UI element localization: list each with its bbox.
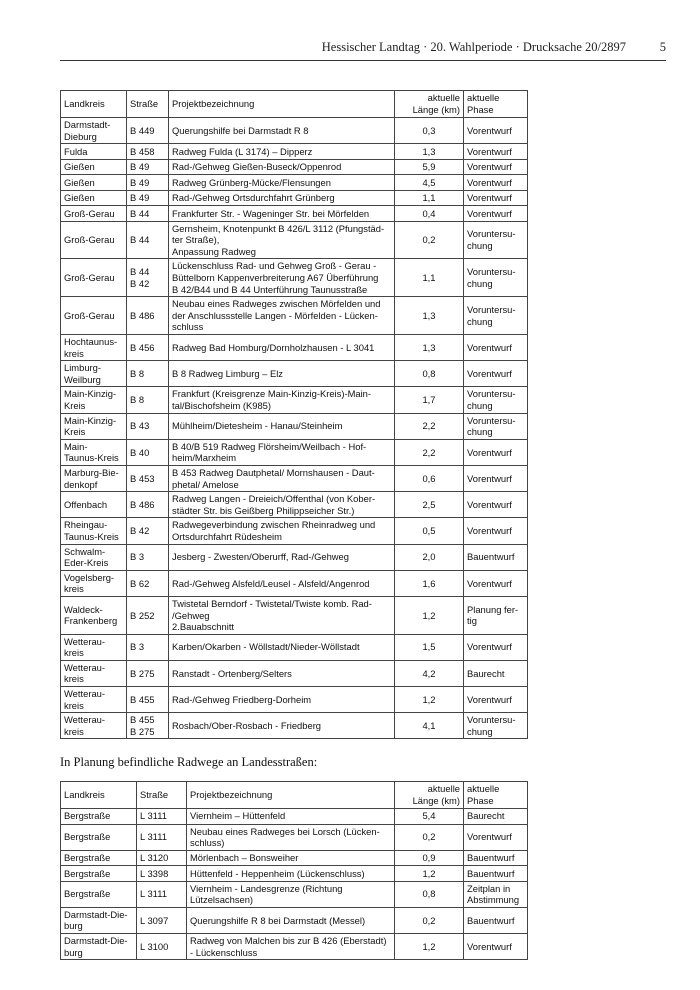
page-number: 5 bbox=[659, 40, 666, 54]
table-row bbox=[61, 596, 528, 634]
state-roads-cycleways-table bbox=[60, 781, 528, 960]
cell-phase: Bauentwurf bbox=[464, 544, 528, 570]
cell-landkreis: Main-Kinzig- Kreis bbox=[61, 413, 127, 439]
document-reference: Hessischer Landtag · 20. Wahlperiode · Drucksache 20/2897 bbox=[321, 40, 626, 54]
cell-landkreis: Bergstraße bbox=[61, 881, 137, 907]
cell-phase: Baurecht bbox=[464, 809, 528, 825]
table-row bbox=[61, 206, 528, 222]
table-row bbox=[61, 907, 528, 933]
cell-landkreis: Schwalm- Eder-Kreis bbox=[61, 544, 127, 570]
cell-landkreis: Marburg-Bie- denkopf bbox=[61, 465, 127, 491]
column-header-laenge: aktuelle Länge (km) bbox=[395, 91, 464, 118]
column-header-strasse: Straße bbox=[137, 782, 187, 809]
cell-strasse: B 486 bbox=[127, 297, 169, 335]
cell-landkreis: Bergstraße bbox=[61, 809, 137, 825]
cell-laenge: 0,5 bbox=[395, 518, 464, 544]
cell-landkreis: Darmstadt- Dieburg bbox=[61, 118, 127, 144]
cell-phase: Voruntersu- chung bbox=[464, 713, 528, 739]
table-row bbox=[61, 634, 528, 660]
cell-phase: Vorentwurf bbox=[464, 687, 528, 713]
table-row bbox=[61, 144, 528, 160]
cell-landkreis: Bergstraße bbox=[61, 824, 137, 850]
table-row bbox=[61, 175, 528, 191]
cell-landkreis: Rheingau- Taunus-Kreis bbox=[61, 518, 127, 544]
cell-landkreis: Gießen bbox=[61, 190, 127, 206]
cell-projektbezeichnung: B 8 Radweg Limburg – Elz bbox=[169, 361, 395, 387]
cell-laenge: 0,9 bbox=[395, 850, 464, 866]
cell-phase: Vorentwurf bbox=[464, 634, 528, 660]
header-rule bbox=[60, 60, 666, 61]
cell-phase: Zeitplan in Abstimmung bbox=[464, 881, 528, 907]
cell-projektbezeichnung: Lückenschluss Rad- und Gehweg Groß - Gerau - Büttelborn Kappenverbreiterung A67 Überführung B 42/B44 und B 44 Unterführung Taunusstraße bbox=[169, 259, 395, 297]
table-header-row bbox=[61, 91, 528, 118]
cell-strasse: L 3100 bbox=[137, 934, 187, 960]
cell-projektbezeichnung: Jesberg - Zwesten/Oberurff, Rad-/Gehweg bbox=[169, 544, 395, 570]
cell-phase: Bauentwurf bbox=[464, 850, 528, 866]
cell-projektbezeichnung: Radweg von Malchen bis zur B 426 (Eberstadt) - Lückenschluss bbox=[187, 934, 395, 960]
table-row bbox=[61, 465, 528, 491]
cell-strasse: B 44 bbox=[127, 221, 169, 259]
cell-landkreis: Gießen bbox=[61, 159, 127, 175]
cell-projektbezeichnung: Hüttenfeld - Heppenheim (Lückenschluss) bbox=[187, 866, 395, 882]
cell-laenge: 1,7 bbox=[395, 387, 464, 413]
cell-projektbezeichnung: Frankfurter Str. - Wageninger Str. bei Mörfelden bbox=[169, 206, 395, 222]
cell-projektbezeichnung: Twistetal Berndorf - Twistetal/Twiste komb. Rad- /Gehweg 2.Bauabschnitt bbox=[169, 596, 395, 634]
cell-strasse: L 3111 bbox=[137, 809, 187, 825]
cell-phase: Vorentwurf bbox=[464, 934, 528, 960]
cell-laenge: 1,2 bbox=[395, 934, 464, 960]
cell-phase: Vorentwurf bbox=[464, 175, 528, 191]
cell-projektbezeichnung: Rad-/Gehweg Friedberg-Dorheim bbox=[169, 687, 395, 713]
cell-projektbezeichnung: Mühlheim/Dietesheim - Hanau/Steinheim bbox=[169, 413, 395, 439]
cell-phase: Vorentwurf bbox=[464, 144, 528, 160]
cell-strasse: B 453 bbox=[127, 465, 169, 491]
cell-landkreis: Darmstadt-Die- burg bbox=[61, 934, 137, 960]
cell-laenge: 4,1 bbox=[395, 713, 464, 739]
cell-phase: Vorentwurf bbox=[464, 361, 528, 387]
cell-strasse: B 42 bbox=[127, 518, 169, 544]
cell-phase: Vorentwurf bbox=[464, 335, 528, 361]
cell-phase: Vorentwurf bbox=[464, 439, 528, 465]
column-header-phase: aktuelle Phase bbox=[464, 91, 528, 118]
cell-laenge: 2,5 bbox=[395, 492, 464, 518]
cell-landkreis: Groß-Gerau bbox=[61, 206, 127, 222]
cell-strasse: L 3398 bbox=[137, 866, 187, 882]
table-row bbox=[61, 660, 528, 686]
cell-projektbezeichnung: Radweg Grünberg-Mücke/Flensungen bbox=[169, 175, 395, 191]
cell-projektbezeichnung: Querungshilfe bei Darmstadt R 8 bbox=[169, 118, 395, 144]
cell-landkreis: Main- Taunus-Kreis bbox=[61, 439, 127, 465]
cell-landkreis: Wetterau- kreis bbox=[61, 634, 127, 660]
cell-projektbezeichnung: Karben/Okarben - Wöllstadt/Nieder-Wöllstadt bbox=[169, 634, 395, 660]
cell-landkreis: Hochtaunus- kreis bbox=[61, 335, 127, 361]
cell-laenge: 1,2 bbox=[395, 866, 464, 882]
cell-laenge: 2,0 bbox=[395, 544, 464, 570]
table-row bbox=[61, 387, 528, 413]
column-header-projektbezeichnung: Projektbezeichnung bbox=[187, 782, 395, 809]
cell-phase: Voruntersu- chung bbox=[464, 387, 528, 413]
cell-phase: Voruntersu- chung bbox=[464, 413, 528, 439]
cell-landkreis: Bergstraße bbox=[61, 850, 137, 866]
table-row bbox=[61, 824, 528, 850]
cell-strasse: B 62 bbox=[127, 570, 169, 596]
table-row bbox=[61, 492, 528, 518]
cell-strasse: L 3120 bbox=[137, 850, 187, 866]
table-row bbox=[61, 544, 528, 570]
cell-strasse: B 49 bbox=[127, 190, 169, 206]
cell-strasse: L 3111 bbox=[137, 824, 187, 850]
cell-laenge: 1,1 bbox=[395, 190, 464, 206]
cell-projektbezeichnung: B 40/B 519 Radweg Flörsheim/Weilbach - Hof- heim/Marxheim bbox=[169, 439, 395, 465]
cell-strasse: B 8 bbox=[127, 387, 169, 413]
cell-laenge: 0,8 bbox=[395, 881, 464, 907]
cell-laenge: 2,2 bbox=[395, 439, 464, 465]
column-header-phase: aktuelle Phase bbox=[464, 782, 528, 809]
cell-laenge: 0,2 bbox=[395, 907, 464, 933]
table-row bbox=[61, 934, 528, 960]
table-row bbox=[61, 687, 528, 713]
cell-phase: Voruntersu- chung bbox=[464, 259, 528, 297]
cell-laenge: 4,5 bbox=[395, 175, 464, 191]
cell-laenge: 2,2 bbox=[395, 413, 464, 439]
cell-projektbezeichnung: Radweg Fulda (L 3174) – Dipperz bbox=[169, 144, 395, 160]
cell-strasse: B 3 bbox=[127, 634, 169, 660]
cell-phase: Vorentwurf bbox=[464, 206, 528, 222]
cell-projektbezeichnung: Viernheim - Landesgrenze (Richtung Lützelsachsen) bbox=[187, 881, 395, 907]
cell-strasse: B 252 bbox=[127, 596, 169, 634]
table-row bbox=[61, 881, 528, 907]
cell-laenge: 5,4 bbox=[395, 809, 464, 825]
cell-landkreis: Wetterau- kreis bbox=[61, 713, 127, 739]
column-header-landkreis: Landkreis bbox=[61, 91, 127, 118]
cell-laenge: 1,3 bbox=[395, 335, 464, 361]
cell-projektbezeichnung: Radwegeverbindung zwischen Rheinradweg und Ortsdurchfahrt Rüdesheim bbox=[169, 518, 395, 544]
section-heading: In Planung befindliche Radwege an Landesstraßen: bbox=[60, 755, 318, 769]
cell-strasse: L 3097 bbox=[137, 907, 187, 933]
cell-strasse: B 455 bbox=[127, 687, 169, 713]
cell-landkreis: Wetterau- kreis bbox=[61, 660, 127, 686]
cell-strasse: B 44 bbox=[127, 206, 169, 222]
federal-roads-cycleways-table bbox=[60, 90, 528, 739]
cell-phase: Voruntersu- chung bbox=[464, 221, 528, 259]
cell-strasse: B 3 bbox=[127, 544, 169, 570]
cell-phase: Vorentwurf bbox=[464, 159, 528, 175]
cell-strasse: B 449 bbox=[127, 118, 169, 144]
cell-projektbezeichnung: Querungshilfe R 8 bei Darmstadt (Messel) bbox=[187, 907, 395, 933]
cell-phase: Voruntersu- chung bbox=[464, 297, 528, 335]
cell-phase: Planung fer- tig bbox=[464, 596, 528, 634]
table-row bbox=[61, 570, 528, 596]
cell-strasse: B 44 B 42 bbox=[127, 259, 169, 297]
table-row bbox=[61, 413, 528, 439]
table-row bbox=[61, 297, 528, 335]
cell-laenge: 1,2 bbox=[395, 687, 464, 713]
table-row bbox=[61, 713, 528, 739]
table-row bbox=[61, 866, 528, 882]
cell-laenge: 0,6 bbox=[395, 465, 464, 491]
cell-laenge: 0,2 bbox=[395, 824, 464, 850]
cell-projektbezeichnung: B 453 Radweg Dautphetal/ Mornshausen - Daut- phetal/ Amelose bbox=[169, 465, 395, 491]
cell-landkreis: Bergstraße bbox=[61, 866, 137, 882]
cell-strasse: B 49 bbox=[127, 175, 169, 191]
cell-laenge: 4,2 bbox=[395, 660, 464, 686]
cell-laenge: 1,3 bbox=[395, 144, 464, 160]
cell-phase: Bauentwurf bbox=[464, 866, 528, 882]
cell-landkreis: Waldeck- Frankenberg bbox=[61, 596, 127, 634]
table-row bbox=[61, 221, 528, 259]
cell-projektbezeichnung: Viernheim – Hüttenfeld bbox=[187, 809, 395, 825]
column-header-landkreis: Landkreis bbox=[61, 782, 137, 809]
cell-laenge: 5,9 bbox=[395, 159, 464, 175]
column-header-strasse: Straße bbox=[127, 91, 169, 118]
cell-laenge: 1,3 bbox=[395, 297, 464, 335]
cell-phase: Vorentwurf bbox=[464, 824, 528, 850]
table-row bbox=[61, 361, 528, 387]
table-row bbox=[61, 159, 528, 175]
cell-laenge: 0,2 bbox=[395, 221, 464, 259]
cell-strasse: B 275 bbox=[127, 660, 169, 686]
cell-phase: Vorentwurf bbox=[464, 465, 528, 491]
cell-landkreis: Main-Kinzig- Kreis bbox=[61, 387, 127, 413]
cell-landkreis: Vogelsberg- kreis bbox=[61, 570, 127, 596]
cell-laenge: 1,1 bbox=[395, 259, 464, 297]
cell-projektbezeichnung: Rad-/Gehweg Ortsdurchfahrt Grünberg bbox=[169, 190, 395, 206]
cell-strasse: B 49 bbox=[127, 159, 169, 175]
table-row bbox=[61, 850, 528, 866]
cell-phase: Bauentwurf bbox=[464, 907, 528, 933]
cell-projektbezeichnung: Radweg Langen - Dreieich/Offenthal (von Kober- städter Str. bis Geißberg Philippseicher Str.) bbox=[169, 492, 395, 518]
cell-strasse: B 458 bbox=[127, 144, 169, 160]
cell-projektbezeichnung: Frankfurt (Kreisgrenze Main-Kinzig-Kreis)-Main- tal/Bischofsheim (K985) bbox=[169, 387, 395, 413]
cell-landkreis: Fulda bbox=[61, 144, 127, 160]
cell-phase: Vorentwurf bbox=[464, 570, 528, 596]
cell-laenge: 0,8 bbox=[395, 361, 464, 387]
table-header-row bbox=[61, 782, 528, 809]
cell-laenge: 0,3 bbox=[395, 118, 464, 144]
cell-projektbezeichnung: Rosbach/Ober-Rosbach - Friedberg bbox=[169, 713, 395, 739]
cell-strasse: B 455 B 275 bbox=[127, 713, 169, 739]
cell-landkreis: Offenbach bbox=[61, 492, 127, 518]
cell-laenge: 0,4 bbox=[395, 206, 464, 222]
table-row bbox=[61, 118, 528, 144]
cell-strasse: B 43 bbox=[127, 413, 169, 439]
cell-strasse: B 8 bbox=[127, 361, 169, 387]
cell-strasse: B 40 bbox=[127, 439, 169, 465]
table-row bbox=[61, 439, 528, 465]
cell-projektbezeichnung: Neubau eines Radweges zwischen Mörfelden und der Anschlussstelle Langen - Mörfelden - Lücken- schluss bbox=[169, 297, 395, 335]
cell-laenge: 1,2 bbox=[395, 596, 464, 634]
cell-laenge: 1,5 bbox=[395, 634, 464, 660]
cell-laenge: 1,6 bbox=[395, 570, 464, 596]
cell-landkreis: Groß-Gerau bbox=[61, 297, 127, 335]
cell-landkreis: Wetterau- kreis bbox=[61, 687, 127, 713]
cell-projektbezeichnung: Rad-/Gehweg Gießen-Buseck/Oppenrod bbox=[169, 159, 395, 175]
column-header-projektbezeichnung: Projektbezeichnung bbox=[169, 91, 395, 118]
cell-landkreis: Darmstadt-Die- burg bbox=[61, 907, 137, 933]
table-row bbox=[61, 335, 528, 361]
cell-landkreis: Groß-Gerau bbox=[61, 221, 127, 259]
table-row bbox=[61, 259, 528, 297]
page-header bbox=[60, 40, 666, 62]
cell-strasse: B 486 bbox=[127, 492, 169, 518]
table-row bbox=[61, 809, 528, 825]
column-header-laenge: aktuelle Länge (km) bbox=[395, 782, 464, 809]
cell-strasse: L 3111 bbox=[137, 881, 187, 907]
cell-landkreis: Groß-Gerau bbox=[61, 259, 127, 297]
cell-phase: Baurecht bbox=[464, 660, 528, 686]
cell-projektbezeichnung: Radweg Bad Homburg/Dornholzhausen - L 3041 bbox=[169, 335, 395, 361]
cell-strasse: B 456 bbox=[127, 335, 169, 361]
table-row bbox=[61, 518, 528, 544]
table-row bbox=[61, 190, 528, 206]
cell-projektbezeichnung: Mörlenbach – Bonsweiher bbox=[187, 850, 395, 866]
cell-projektbezeichnung: Ranstadt - Ortenberg/Selters bbox=[169, 660, 395, 686]
cell-phase: Vorentwurf bbox=[464, 492, 528, 518]
cell-projektbezeichnung: Rad-/Gehweg Alsfeld/Leusel - Alsfeld/Angenrod bbox=[169, 570, 395, 596]
cell-phase: Vorentwurf bbox=[464, 118, 528, 144]
cell-phase: Vorentwurf bbox=[464, 518, 528, 544]
cell-projektbezeichnung: Gernsheim, Knotenpunkt B 426/L 3112 (Pfungstäd- ter Straße), Anpassung Radweg bbox=[169, 221, 395, 259]
cell-projektbezeichnung: Neubau eines Radweges bei Lorsch (Lücken- schluss) bbox=[187, 824, 395, 850]
cell-phase: Vorentwurf bbox=[464, 190, 528, 206]
cell-landkreis: Limburg- Weilburg bbox=[61, 361, 127, 387]
cell-landkreis: Gießen bbox=[61, 175, 127, 191]
